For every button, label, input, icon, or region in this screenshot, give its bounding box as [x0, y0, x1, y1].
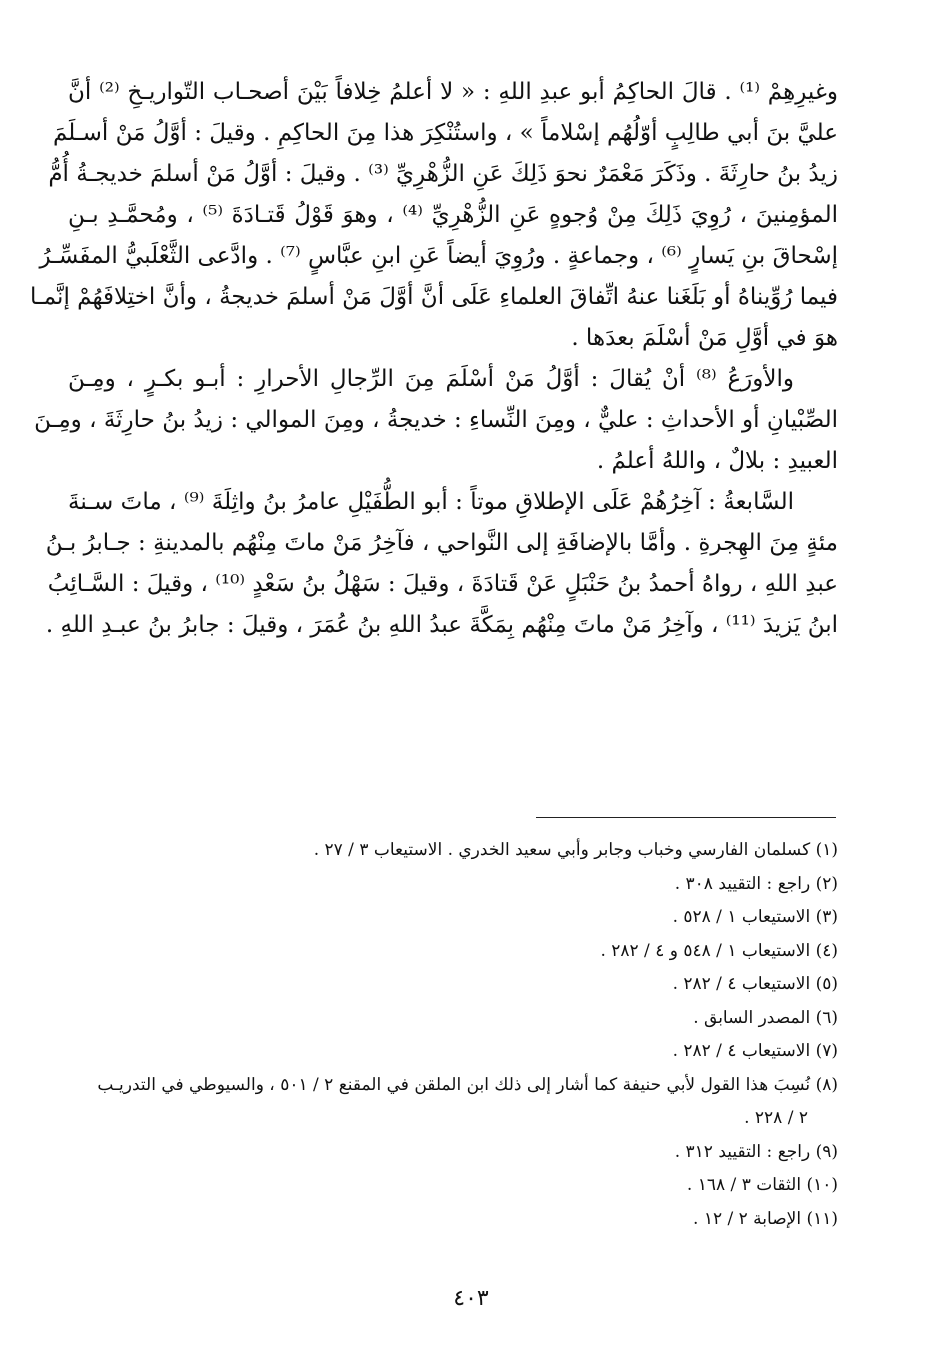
text-line: السَّابعةُ : آخِرُهُمْ عَلَى الإطلاقِ موتاً : أبو الطُّفَيْلِ عامرُ بنُ واثِلَةَ ⁽⁹⁾ ، ماتَ سـنةَ — [68, 489, 794, 515]
main-text — [30, 72, 838, 646]
footnote: (٨) نُسِبَ هذا القول لأبي حنيفة كما أشار إلى ذلك ابن الملقن في المقنع ٢ / ٥٠١ ، والسيوطي في التدريـب — [97, 1074, 838, 1095]
text-line: زيدُ بنُ حارِثَةَ . وذَكَرَ مَعْمَرٌ نحوَ ذَلِكَ عَنِ الزُّهْرِيِّ ⁽³⁾ . وقيلَ : أوَّلُ مَنْ أسلمَ خديجـةُ أُمُّ — [48, 161, 838, 187]
footnotes — [60, 834, 838, 1236]
footnote: (١) كسلمان الفارسي وخباب وجابر وأبي سعيد الخدري . الاستيعاب ٣ / ٢٧ . — [313, 840, 838, 860]
text-line: العبيدِ : بلالٌ ، واللهُ أعلمُ . — [596, 448, 838, 474]
text-line: والأورَعُ ⁽⁸⁾ أنْ يُقالَ : أوَّلُ مَنْ أسْلَمَ مِنَ الرِّجالِ الأحرارِ : أبـو بكـرٍ ، ومِـنَ — [68, 366, 795, 392]
footnote: (٤) الاستيعاب ١ / ٥٤٨ و ٤ / ٢٨٢ . — [600, 940, 838, 961]
footnote: (١٠) الثقات ٣ / ١٦٨ . — [686, 1175, 838, 1195]
text-line: الصِّبْيانِ أو الأحداثِ : عليٌّ ، ومِنَ النِّساءِ : خديجةُ ، ومِنَ الموالي : زيدُ بنُ حارِثَةَ ، ومِـنَ — [34, 407, 838, 433]
footnote: (٢) راجع : التقييد ٣٠٨ . — [674, 873, 838, 894]
text-line: هوَ في أوَّلِ مَنْ أسْلَمَ بعدَها . — [571, 325, 838, 351]
text-line: وغيرِهِمْ ⁽¹⁾ . قالَ الحاكِمُ أبو عبدِ اللهِ : « لا أعلمُ خِلافاً بَيْنَ أصحـاب التّواريـخِ ⁽²⁾ أنَّ — [68, 79, 838, 105]
footnote-divider — [536, 817, 836, 818]
footnote-continuation: ٢ / ٢٢٨ . — [744, 1108, 808, 1128]
footnote: (٦) المصدر السابق . — [693, 1007, 838, 1028]
footnote: (٣) الاستيعاب ١ / ٥٢٨ . — [672, 907, 838, 927]
text-line: ابنُ يَزيدَ ⁽¹¹⁾ ، وآخِرُ مَنْ ماتَ مِنْهُم بِمَكَّةَ عبدُ اللهِ بنُ عُمَرَ ، وقيلَ : جابرُ بنُ عبـدِ اللهِ . — [45, 612, 838, 638]
footnote: (١١) الإصابة ٢ / ١٢ . — [693, 1208, 838, 1229]
text-line: المؤمِنينَ ، رُوِيَ ذَلِكَ مِنْ وُجوهٍ عَنِ الزُّهْرِيِّ ⁽⁴⁾ ، وهوَ قَوْلُ قَتـادَةَ ⁽⁵⁾ ، ومُحمَّـدِ بـنِ — [68, 202, 838, 228]
footnote: (٩) راجع : التقييد ٣١٢ . — [674, 1141, 838, 1162]
text-line: مئةٍ مِنَ الهِجرةِ . وأمَّا بالإضافَةِ إلى النَّواحي ، فآخِرُ مَنْ ماتَ مِنْهُم بالمدينةِ : جـابرُ بـنُ — [45, 530, 838, 556]
text-line: إسْحاقَ بنِ يَسارٍ ⁽⁶⁾ ، وجماعةٍ . ورُوِيَ أيضاً عَنِ ابنِ عبَّاسٍ ⁽⁷⁾ . وادَّعى الثَّعْلَبيُّ المفَسِّـرُ — [39, 243, 838, 269]
text-line: عبدِ اللهِ ، رواهُ أحمدُ بنُ حَنْبَلٍ عَنْ قَتادَةَ ، وقيلَ : سَهْلُ بنُ سَعْدٍ ⁽¹⁰⁾ ، وقيلَ : السَّـائِبُ — [47, 571, 838, 597]
text-line: عليَّ بنَ أبي طالِبٍ أوّلُهُم إسْلاماً » ، واستُنْكِرَ هذا مِنَ الحاكِمِ . وقيلَ : أوَّلُ مَنْ أسـلَمَ — [52, 120, 838, 146]
footnote: (٧) الاستيعاب ٤ / ٢٨٢ . — [672, 1041, 838, 1061]
page-number: ٤٠٣ — [453, 1286, 489, 1311]
footnote: (٥) الاستيعاب ٤ / ٢٨٢ . — [672, 974, 838, 994]
text-line: فيما رُوِّيناهُ أو بَلَغَنا عنهُ اتِّفاقَ العلماءِ عَلَى أنَّ أوَّلَ مَنْ أسلمَ خديجةُ ، وأنَّ اختِلافَهُمْ إنَّمـا — [30, 284, 838, 310]
